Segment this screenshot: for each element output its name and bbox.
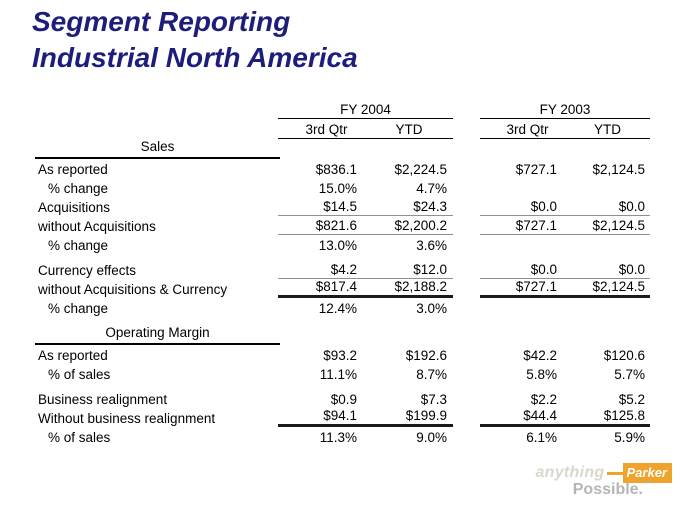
parker-logo	[535, 463, 672, 499]
table-row	[30, 427, 655, 446]
fy2003-header-cell	[480, 98, 650, 119]
row-label: Without business realignment	[38, 411, 216, 426]
value-cell: 3.6%	[416, 238, 447, 253]
value-cell: 8.7%	[416, 367, 447, 382]
fy2003-label: FY 2003	[539, 102, 591, 117]
row-label: Business realignment	[38, 392, 168, 407]
financial-table	[30, 98, 655, 446]
value-cell: 5.7%	[614, 367, 645, 382]
fy2003-values	[480, 427, 650, 446]
table-row	[30, 235, 655, 254]
table-year-header-row	[30, 98, 655, 119]
fy2004-values	[278, 216, 453, 235]
table-row	[30, 389, 655, 408]
value-cell: $0.0	[618, 199, 645, 214]
fy2003-values	[480, 345, 650, 364]
value-cell: $93.2	[323, 348, 357, 363]
fy2004-values	[278, 159, 453, 178]
logo-anything-text: anything	[535, 464, 605, 481]
value-cell: 11.1%	[319, 367, 357, 382]
value-cell: $199.9	[405, 408, 447, 423]
section-header-row	[30, 325, 655, 345]
fy2003-ytd-label: YTD	[594, 122, 621, 137]
table-row	[30, 197, 655, 216]
value-cell: 15.0%	[318, 181, 357, 196]
value-cell: 9.0%	[416, 430, 447, 445]
value-cell: $94.1	[323, 408, 357, 423]
fy2003-values	[480, 389, 650, 408]
value-cell: 11.3%	[319, 430, 357, 445]
row-label: % change	[48, 181, 109, 196]
value-cell: $120.6	[603, 348, 645, 363]
value-cell: $821.6	[315, 218, 357, 233]
fy2004-ytd-label: YTD	[395, 122, 423, 137]
row-label: As reported	[38, 162, 108, 177]
fy2003-values	[480, 197, 650, 216]
value-cell: $727.1	[515, 218, 557, 233]
fy2004-values	[278, 178, 453, 197]
fy2004-values	[278, 427, 453, 446]
page-title-line1: Segment Reporting	[32, 6, 291, 37]
value-cell: 6.1%	[526, 430, 557, 445]
fy2003-values	[480, 216, 650, 235]
table-row	[30, 178, 655, 197]
table-column-header-row	[30, 119, 655, 139]
value-cell: $727.1	[515, 279, 557, 294]
section-header-row	[30, 139, 655, 159]
row-label: without Acquisitions	[38, 219, 156, 234]
section-title: Operating Margin	[35, 325, 280, 345]
table-row	[30, 298, 655, 317]
logo-dash-icon	[607, 472, 623, 475]
value-cell: $44.4	[523, 408, 557, 423]
row-label: As reported	[38, 348, 108, 363]
fy2004-values	[278, 197, 453, 216]
fy2003-values	[480, 408, 650, 427]
value-cell: $192.6	[405, 348, 447, 363]
fy2004-values	[278, 298, 453, 317]
fy2003-subheader-cell	[480, 119, 650, 139]
fy2004-label: FY 2004	[340, 102, 391, 117]
row-label: % change	[48, 238, 109, 253]
fy2004-3rdqtr-label: 3rd Qtr	[305, 122, 348, 137]
value-cell: $817.4	[315, 279, 357, 294]
value-cell: $2,188.2	[394, 279, 447, 294]
value-cell: $2,124.5	[592, 279, 645, 294]
fy2003-values	[480, 260, 650, 279]
fy2004-values	[278, 389, 453, 408]
value-cell: $2,224.5	[394, 162, 447, 177]
table-row	[30, 279, 655, 298]
table-row	[30, 260, 655, 279]
table-row	[30, 364, 655, 383]
value-cell: 5.8%	[526, 367, 557, 382]
value-cell: $727.1	[515, 162, 557, 177]
table-body	[30, 139, 655, 446]
parker-brand-box: Parker	[623, 463, 672, 483]
fy2003-values	[480, 178, 650, 197]
fy2003-values	[480, 159, 650, 178]
row-label: without Acquisitions & Currency	[38, 282, 228, 297]
fy2004-values	[278, 279, 453, 298]
fy2004-values	[278, 408, 453, 427]
fy2004-values	[278, 260, 453, 279]
value-cell: $0.9	[330, 392, 357, 407]
value-cell: $42.2	[523, 348, 557, 363]
value-cell: $125.8	[603, 408, 645, 423]
value-cell: $2.2	[530, 392, 557, 407]
row-label: % of sales	[48, 367, 111, 382]
trademark-symbol: ™	[643, 481, 650, 488]
value-cell: 4.7%	[416, 181, 447, 196]
fy2004-values	[278, 364, 453, 383]
row-label: % of sales	[48, 430, 111, 445]
fy2003-3rdqtr-label: 3rd Qtr	[506, 122, 549, 137]
value-cell: $836.1	[315, 162, 357, 177]
table-row	[30, 408, 655, 427]
fy2003-values	[480, 279, 650, 298]
row-label: % change	[48, 301, 109, 316]
page-title	[32, 4, 358, 76]
value-cell: $14.5	[323, 199, 357, 214]
value-cell: $12.0	[413, 262, 447, 277]
parker-logo-top	[535, 463, 672, 483]
table-row	[30, 159, 655, 178]
value-cell: $4.2	[330, 262, 357, 277]
value-cell: $5.2	[618, 392, 645, 407]
value-cell: $2,200.2	[394, 218, 447, 233]
value-cell: $0.0	[530, 199, 557, 214]
value-cell: $7.3	[420, 392, 447, 407]
fy2004-values	[278, 235, 453, 254]
fy2004-subheader-cell	[278, 119, 453, 139]
row-label: Currency effects	[38, 263, 137, 278]
value-cell: 3.0%	[416, 301, 447, 316]
value-cell: $0.0	[618, 262, 645, 277]
value-cell: $2,124.5	[592, 162, 645, 177]
page-title-line2: Industrial North America	[32, 42, 358, 73]
fy2003-values	[480, 235, 650, 254]
section-title: Sales	[35, 139, 280, 159]
logo-possible-text: Possible.™	[572, 481, 650, 498]
fy2004-values	[278, 345, 453, 364]
value-cell: $2,124.5	[592, 218, 645, 233]
table-row	[30, 345, 655, 364]
fy2003-values	[480, 298, 650, 317]
value-cell: $24.3	[413, 199, 447, 214]
value-cell: 5.9%	[614, 430, 645, 445]
value-cell: 13.0%	[318, 238, 357, 253]
fy2003-values	[480, 364, 650, 383]
value-cell: $0.0	[530, 262, 557, 277]
row-label: Acquisitions	[38, 200, 111, 215]
table-row	[30, 216, 655, 235]
fy2004-header-cell	[278, 98, 453, 119]
value-cell: 12.4%	[318, 301, 357, 316]
